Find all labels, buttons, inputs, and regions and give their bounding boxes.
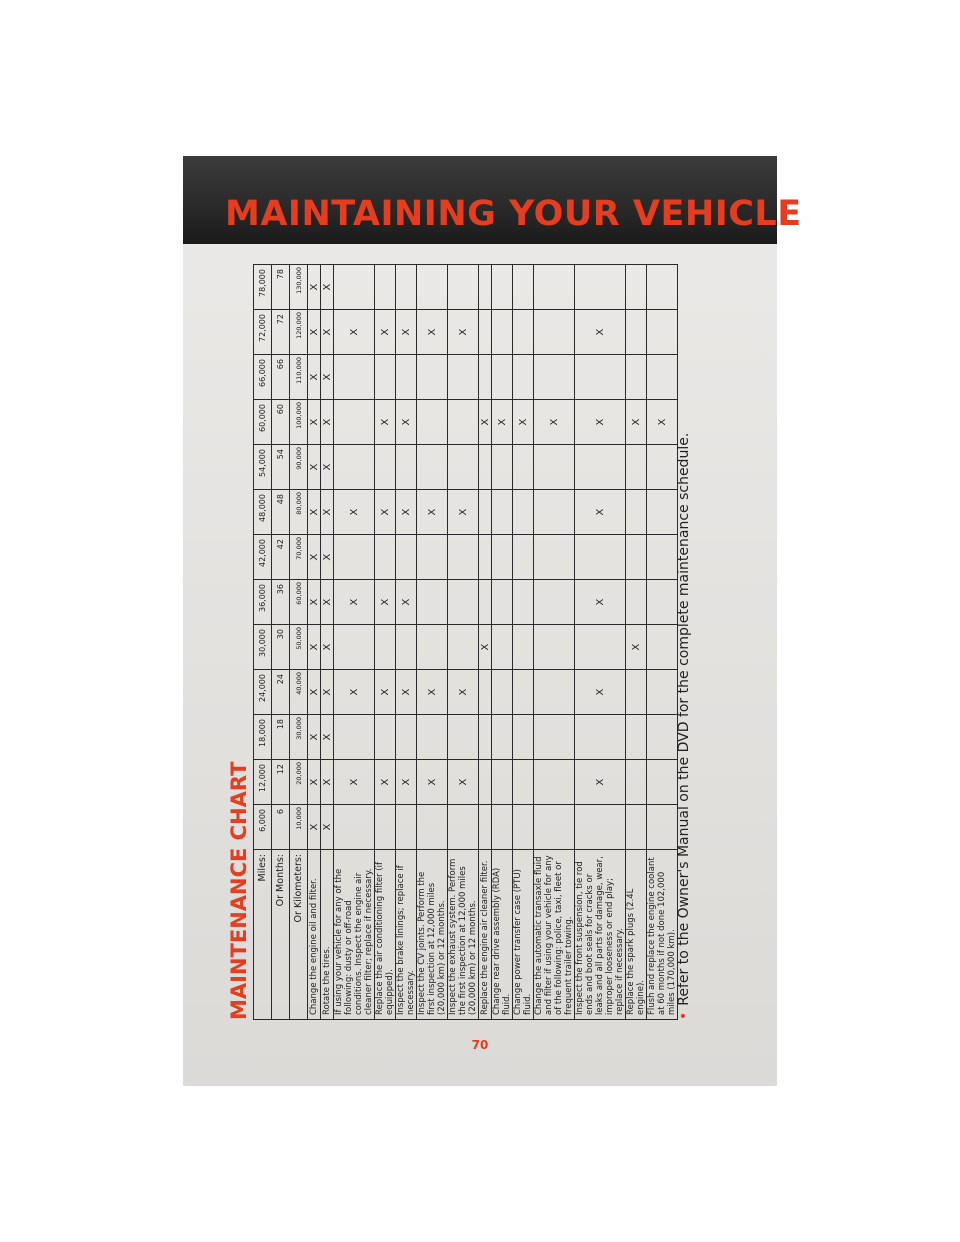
service-mark	[575, 355, 626, 400]
service-mark	[534, 445, 575, 490]
service-mark	[448, 580, 479, 625]
service-mark	[396, 625, 417, 670]
service-mark	[492, 625, 513, 670]
service-mark: X	[575, 490, 626, 535]
service-label: Replace the engine air cleaner filter.	[479, 850, 492, 1020]
service-mark: X	[321, 625, 334, 670]
service-mark: X	[321, 670, 334, 715]
service-mark	[375, 805, 396, 850]
service-mark	[534, 490, 575, 535]
service-mark	[626, 355, 647, 400]
service-mark	[334, 400, 375, 445]
service-mark: X	[396, 400, 417, 445]
service-mark	[575, 715, 626, 760]
service-mark	[575, 625, 626, 670]
service-mark	[492, 715, 513, 760]
service-mark	[647, 760, 678, 805]
service-mark	[417, 625, 448, 670]
service-mark: X	[308, 445, 321, 490]
service-mark	[396, 535, 417, 580]
months-row-cell: 72	[272, 310, 290, 355]
service-mark	[334, 715, 375, 760]
kilometers-row-cell: 80,000	[290, 490, 308, 535]
service-mark	[647, 670, 678, 715]
service-mark	[513, 625, 534, 670]
service-row	[308, 265, 321, 1020]
service-mark	[375, 715, 396, 760]
service-mark	[417, 535, 448, 580]
months-row-cell: 66	[272, 355, 290, 400]
service-label: Inspect the exhaust system. Perform the first inspection at 12,000 miles (20,000 km) or 12 months.	[448, 850, 479, 1020]
months-row-cell: 42	[272, 535, 290, 580]
service-mark	[513, 670, 534, 715]
kilometers-row	[290, 265, 308, 1020]
miles-row	[254, 265, 272, 1020]
kilometers-row-cell: 10,000	[290, 805, 308, 850]
service-row	[396, 265, 417, 1020]
service-mark	[626, 445, 647, 490]
service-mark: X	[308, 670, 321, 715]
service-mark: X	[308, 715, 321, 760]
service-mark: X	[334, 760, 375, 805]
miles-row-cell: 6,000	[254, 805, 272, 850]
service-label: Inspect the front suspension, tie rod ends and boot seals for cracks or leaks and all parts for damage, wear, improper looseness or end play; replace if necessary.	[575, 850, 626, 1020]
service-row	[334, 265, 375, 1020]
service-mark	[417, 445, 448, 490]
service-label: If using your vehicle for any of the following: dusty or off-road conditions. Inspect the engine air cleaner filter; replace if necessary.	[334, 850, 375, 1020]
service-mark	[396, 355, 417, 400]
months-row-cell: 18	[272, 715, 290, 760]
service-mark	[626, 310, 647, 355]
service-mark: X	[479, 625, 492, 670]
kilometers-row-label: Or Kilometers:	[290, 850, 308, 1020]
service-mark	[375, 265, 396, 310]
service-mark: X	[534, 400, 575, 445]
service-mark	[647, 355, 678, 400]
service-mark: X	[448, 760, 479, 805]
service-mark	[417, 355, 448, 400]
service-mark	[479, 310, 492, 355]
service-mark: X	[375, 310, 396, 355]
service-mark: X	[575, 760, 626, 805]
service-mark	[513, 445, 534, 490]
miles-row-cell: 60,000	[254, 400, 272, 445]
service-mark: X	[396, 580, 417, 625]
service-mark	[479, 355, 492, 400]
service-mark	[479, 265, 492, 310]
service-mark	[513, 265, 534, 310]
service-mark: X	[513, 400, 534, 445]
service-mark: X	[308, 805, 321, 850]
service-mark	[575, 805, 626, 850]
service-mark: X	[334, 670, 375, 715]
service-row	[534, 265, 575, 1020]
service-mark: X	[575, 310, 626, 355]
service-mark: X	[417, 310, 448, 355]
service-row	[479, 265, 492, 1020]
service-label: Replace the air conditioning filter (if equipped).	[375, 850, 396, 1020]
service-mark	[479, 490, 492, 535]
service-mark	[575, 265, 626, 310]
service-mark: X	[448, 490, 479, 535]
rotated-chart-area	[226, 265, 696, 1020]
kilometers-row-cell: 120,000	[290, 310, 308, 355]
service-mark	[513, 760, 534, 805]
service-mark: X	[321, 535, 334, 580]
service-mark: X	[334, 580, 375, 625]
service-mark	[492, 805, 513, 850]
service-mark	[417, 265, 448, 310]
service-mark	[534, 805, 575, 850]
service-mark	[534, 310, 575, 355]
months-row-cell: 36	[272, 580, 290, 625]
service-mark	[626, 580, 647, 625]
months-row-label: Or Months:	[272, 850, 290, 1020]
kilometers-row-cell: 70,000	[290, 535, 308, 580]
service-label: Inspect the brake linings; replace if necessary.	[396, 850, 417, 1020]
months-row-cell: 60	[272, 400, 290, 445]
kilometers-row-cell: 50,000	[290, 625, 308, 670]
service-mark	[448, 355, 479, 400]
service-mark: X	[334, 310, 375, 355]
service-mark	[334, 625, 375, 670]
service-mark: X	[308, 400, 321, 445]
service-mark	[534, 625, 575, 670]
kilometers-row-cell: 110,000	[290, 355, 308, 400]
service-mark	[513, 310, 534, 355]
service-mark	[492, 490, 513, 535]
service-mark: X	[308, 625, 321, 670]
footnote	[676, 433, 692, 1020]
service-mark: X	[334, 490, 375, 535]
service-mark	[626, 760, 647, 805]
kilometers-row-cell: 90,000	[290, 445, 308, 490]
service-mark	[626, 805, 647, 850]
service-mark	[375, 355, 396, 400]
miles-row-cell: 48,000	[254, 490, 272, 535]
service-mark	[479, 445, 492, 490]
miles-row-cell: 24,000	[254, 670, 272, 715]
service-mark: X	[479, 400, 492, 445]
service-mark	[334, 265, 375, 310]
service-mark	[534, 535, 575, 580]
service-row	[513, 265, 534, 1020]
kilometers-row-cell: 100,000	[290, 400, 308, 445]
service-mark	[479, 805, 492, 850]
service-mark	[534, 760, 575, 805]
service-mark	[492, 355, 513, 400]
service-mark: X	[396, 310, 417, 355]
service-mark	[626, 670, 647, 715]
service-mark	[448, 445, 479, 490]
service-mark	[448, 715, 479, 760]
service-mark	[396, 805, 417, 850]
service-mark	[647, 715, 678, 760]
miles-row-cell: 30,000	[254, 625, 272, 670]
page-number: 70	[471, 1038, 489, 1052]
service-mark	[647, 490, 678, 535]
miles-row-cell: 12,000	[254, 760, 272, 805]
service-mark	[492, 265, 513, 310]
service-mark	[647, 625, 678, 670]
kilometers-row-cell: 40,000	[290, 670, 308, 715]
service-mark: X	[396, 760, 417, 805]
service-mark	[448, 400, 479, 445]
service-mark: X	[308, 265, 321, 310]
service-mark: X	[417, 490, 448, 535]
kilometers-row-cell: 130,000	[290, 265, 308, 310]
service-mark: X	[626, 400, 647, 445]
miles-row-cell: 54,000	[254, 445, 272, 490]
service-mark: X	[375, 580, 396, 625]
service-mark: X	[575, 400, 626, 445]
service-row	[448, 265, 479, 1020]
service-mark	[492, 670, 513, 715]
service-label: Replace the spark plugs (2.4L engine).	[626, 850, 647, 1020]
service-label: Change rear drive assembly (RDA) fluid.	[492, 850, 513, 1020]
service-mark: X	[647, 400, 678, 445]
service-mark: X	[375, 400, 396, 445]
service-mark: X	[375, 670, 396, 715]
service-mark	[626, 715, 647, 760]
kilometers-row-cell: 60,000	[290, 580, 308, 625]
service-mark: X	[308, 535, 321, 580]
service-mark	[448, 535, 479, 580]
months-row-cell: 48	[272, 490, 290, 535]
months-row	[272, 265, 290, 1020]
service-mark: X	[375, 760, 396, 805]
service-mark: X	[375, 490, 396, 535]
kilometers-row-cell: 20,000	[290, 760, 308, 805]
service-mark	[479, 715, 492, 760]
service-label: Change the automatic transaxle fluid and filter if using your vehicle for any of the following: police, taxi, fleet or frequent trailer towing.	[534, 850, 575, 1020]
service-mark	[647, 445, 678, 490]
service-mark	[375, 445, 396, 490]
service-mark	[492, 535, 513, 580]
service-mark: X	[308, 580, 321, 625]
service-mark	[575, 535, 626, 580]
miles-row-cell: 72,000	[254, 310, 272, 355]
service-mark	[647, 580, 678, 625]
service-mark	[626, 490, 647, 535]
service-mark	[647, 805, 678, 850]
service-mark: X	[321, 445, 334, 490]
service-row	[626, 265, 647, 1020]
maintenance-table	[253, 264, 678, 1020]
service-mark	[448, 805, 479, 850]
service-mark: X	[321, 355, 334, 400]
service-mark: X	[448, 310, 479, 355]
service-mark	[479, 670, 492, 715]
service-mark: X	[321, 400, 334, 445]
service-mark	[417, 580, 448, 625]
service-mark	[375, 535, 396, 580]
section-title: MAINTAINING YOUR VEHICLE	[225, 194, 802, 234]
miles-row-cell: 36,000	[254, 580, 272, 625]
service-mark: X	[575, 580, 626, 625]
miles-row-cell: 42,000	[254, 535, 272, 580]
months-row-cell: 12	[272, 760, 290, 805]
service-mark: X	[321, 265, 334, 310]
section-header	[183, 156, 802, 244]
service-mark	[575, 445, 626, 490]
service-mark: X	[417, 760, 448, 805]
service-mark: X	[308, 490, 321, 535]
service-row	[492, 265, 513, 1020]
service-mark: X	[321, 310, 334, 355]
service-mark	[513, 580, 534, 625]
service-mark	[534, 670, 575, 715]
service-mark: X	[448, 670, 479, 715]
footnote-text: Refer to the Owner's Manual on the DVD for the complete maintenance schedule.	[676, 432, 692, 1006]
service-mark: X	[492, 400, 513, 445]
service-row	[417, 265, 448, 1020]
service-mark	[647, 310, 678, 355]
service-row	[375, 265, 396, 1020]
service-mark: X	[321, 715, 334, 760]
service-mark	[534, 580, 575, 625]
service-row	[647, 265, 678, 1020]
service-mark	[417, 400, 448, 445]
service-mark	[396, 715, 417, 760]
service-mark	[534, 715, 575, 760]
service-mark	[513, 805, 534, 850]
service-row	[575, 265, 626, 1020]
service-mark	[375, 625, 396, 670]
service-mark	[626, 265, 647, 310]
service-mark	[492, 310, 513, 355]
service-mark: X	[321, 805, 334, 850]
service-mark: X	[626, 625, 647, 670]
service-mark	[334, 805, 375, 850]
service-mark	[513, 490, 534, 535]
service-mark	[417, 715, 448, 760]
service-mark	[492, 760, 513, 805]
service-mark: X	[396, 490, 417, 535]
service-mark	[492, 580, 513, 625]
months-row-cell: 6	[272, 805, 290, 850]
service-mark	[448, 265, 479, 310]
service-mark	[334, 355, 375, 400]
months-row-cell: 24	[272, 670, 290, 715]
service-mark	[479, 760, 492, 805]
service-mark	[448, 625, 479, 670]
miles-row-label: Miles:	[254, 850, 272, 1020]
service-row	[321, 265, 334, 1020]
service-mark	[647, 535, 678, 580]
service-mark: X	[321, 760, 334, 805]
service-mark: X	[417, 670, 448, 715]
service-label: Change the engine oil and filter.	[308, 850, 321, 1020]
service-label: Inspect the CV joints. Perform the first inspection at 12,000 miles (20,000 km) or 12 months.	[417, 850, 448, 1020]
service-mark: X	[308, 310, 321, 355]
service-mark: X	[321, 490, 334, 535]
miles-row-cell: 66,000	[254, 355, 272, 400]
service-mark	[647, 265, 678, 310]
miles-row-cell: 78,000	[254, 265, 272, 310]
months-row-cell: 78	[272, 265, 290, 310]
service-mark	[334, 445, 375, 490]
service-label: Change power transfer case (PTU) fluid.	[513, 850, 534, 1020]
service-mark	[417, 805, 448, 850]
chart-title: MAINTENANCE CHART	[227, 761, 251, 1020]
service-label: Flush and replace the engine coolant at 60 months if not done 102,000 miles (170,000 km).	[647, 850, 678, 1020]
miles-row-cell: 18,000	[254, 715, 272, 760]
service-label: Rotate the tires.	[321, 850, 334, 1020]
months-row-cell: 30	[272, 625, 290, 670]
service-mark: X	[321, 580, 334, 625]
service-mark: X	[575, 670, 626, 715]
service-mark	[396, 265, 417, 310]
service-mark: X	[308, 760, 321, 805]
service-mark	[513, 535, 534, 580]
service-mark	[534, 265, 575, 310]
service-mark	[626, 535, 647, 580]
service-mark: X	[396, 670, 417, 715]
service-mark	[513, 715, 534, 760]
kilometers-row-cell: 30,000	[290, 715, 308, 760]
service-mark	[534, 355, 575, 400]
service-mark	[479, 580, 492, 625]
service-mark	[513, 355, 534, 400]
months-row-cell: 54	[272, 445, 290, 490]
service-mark	[492, 445, 513, 490]
service-mark: X	[308, 355, 321, 400]
service-mark	[479, 535, 492, 580]
service-mark	[396, 445, 417, 490]
service-mark	[334, 535, 375, 580]
bullet-icon: •	[676, 1011, 692, 1020]
